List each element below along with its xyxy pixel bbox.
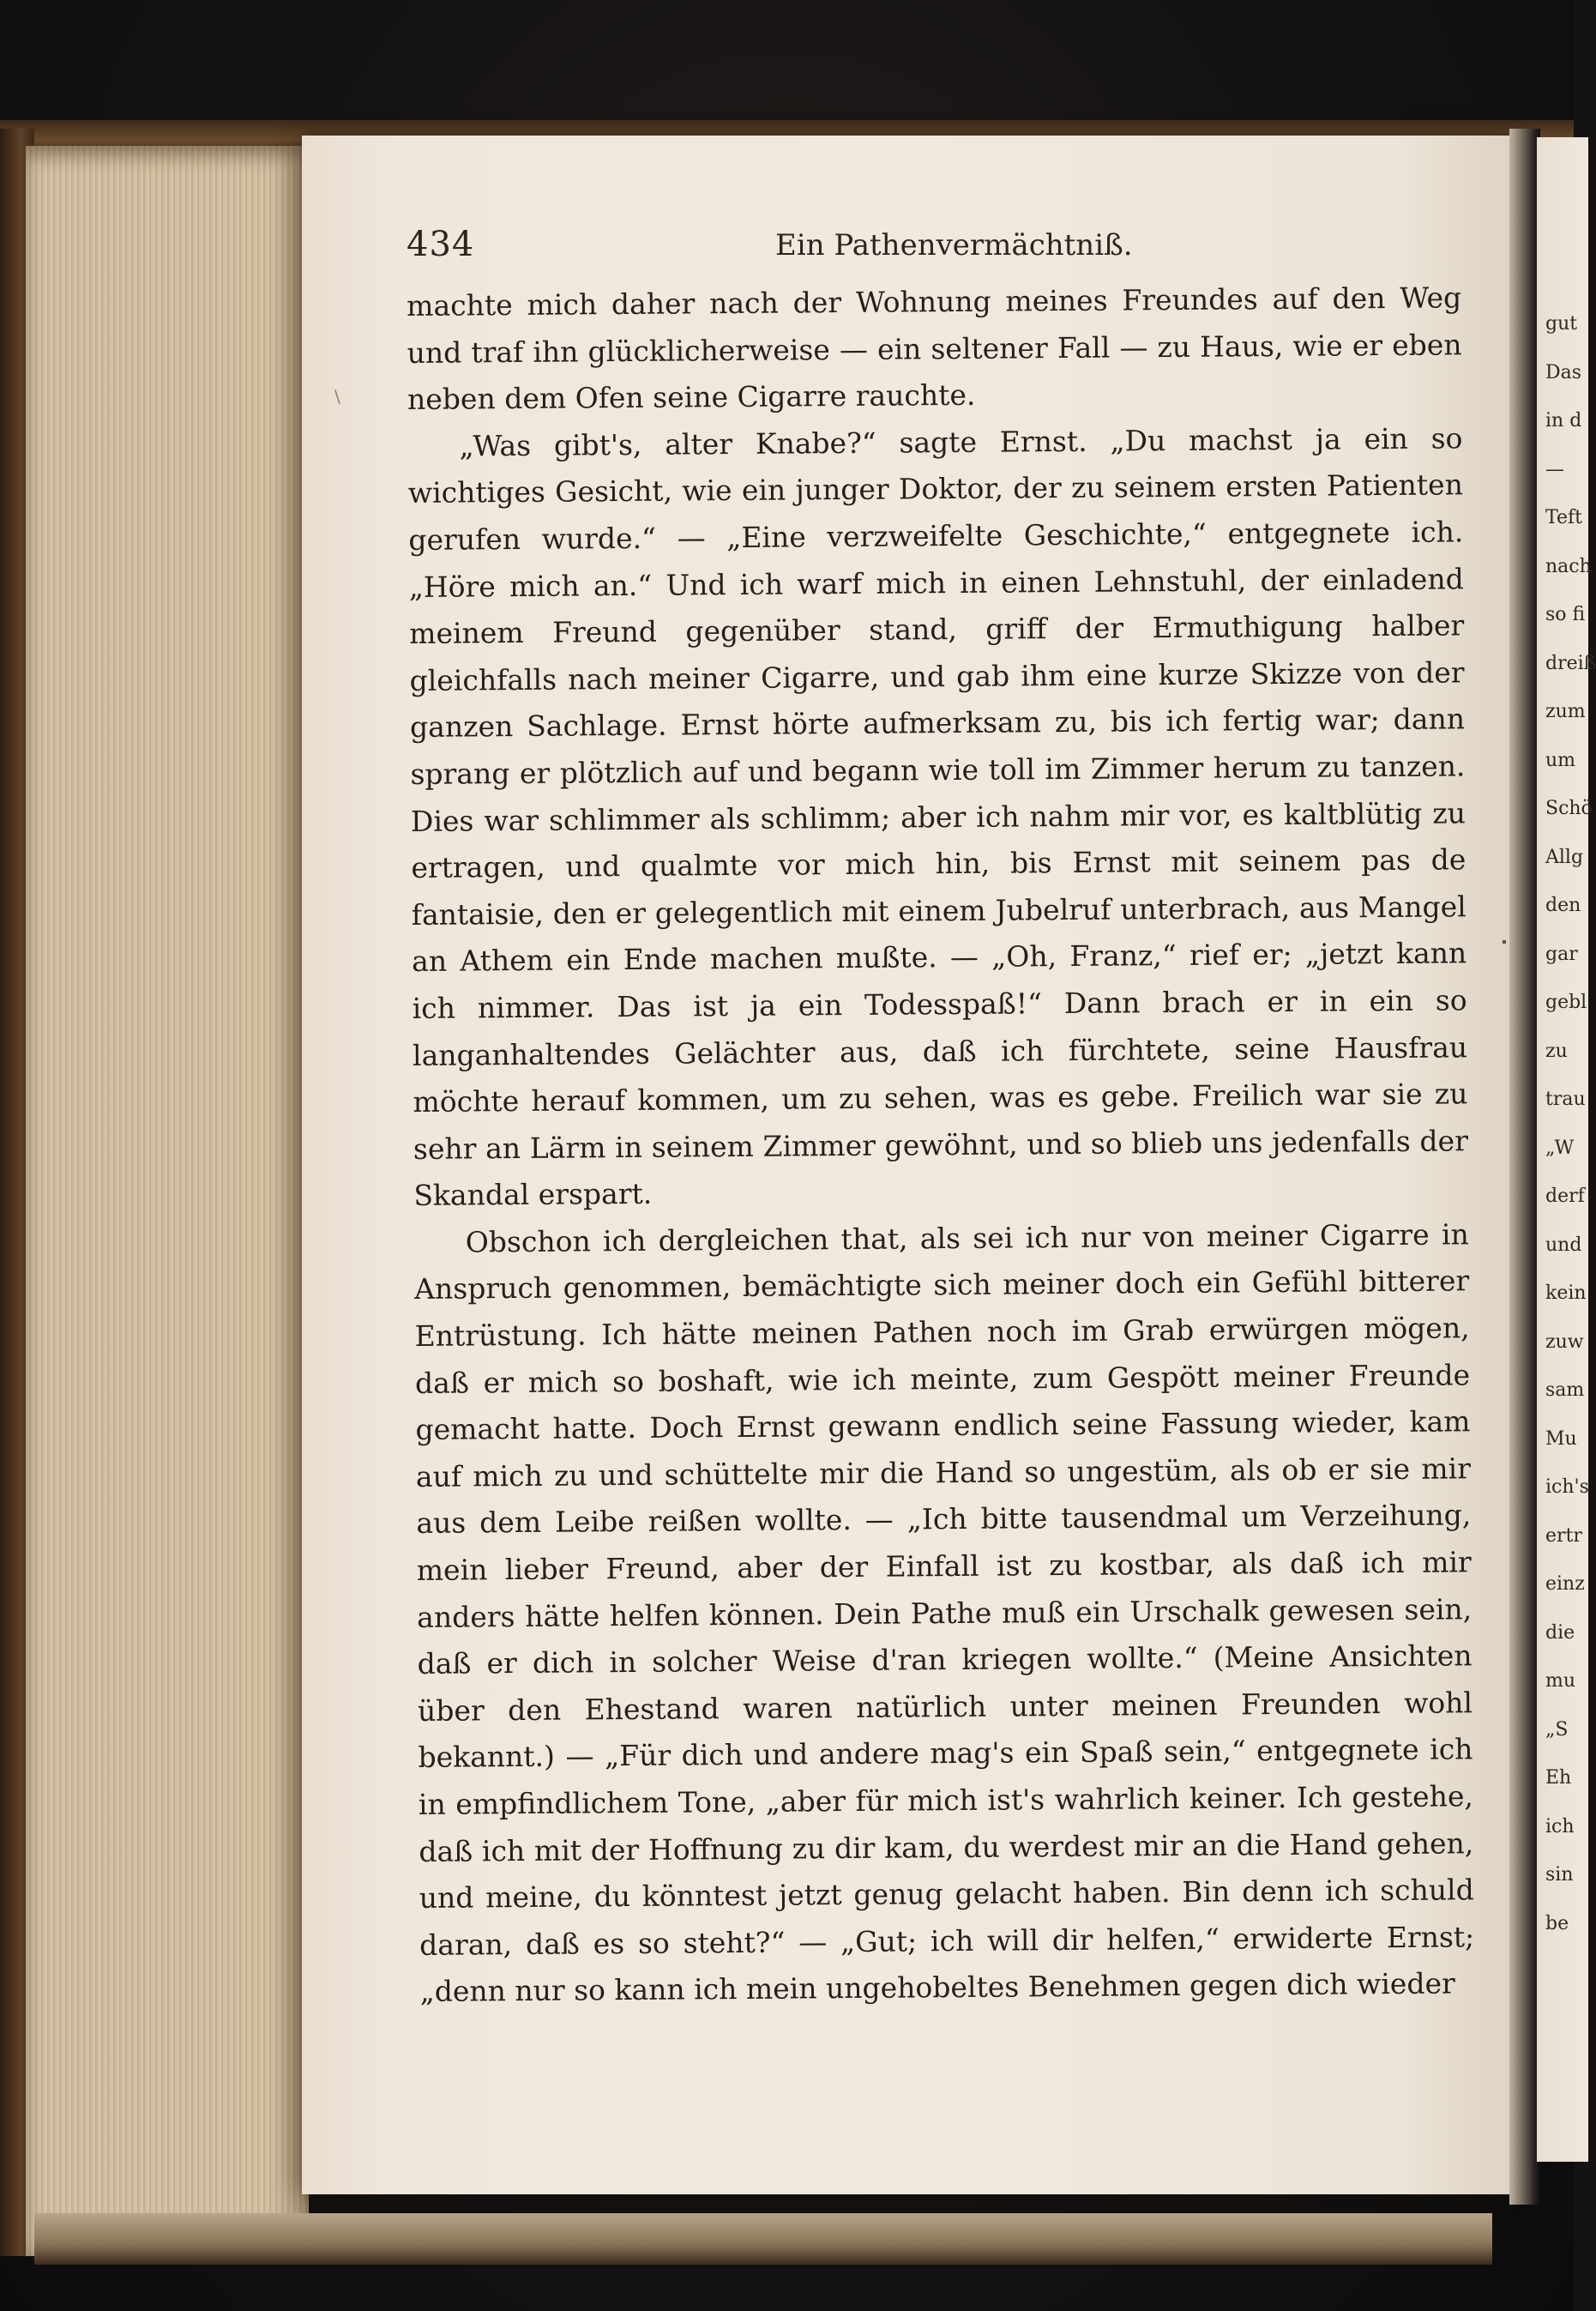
facing-page-word: — bbox=[1545, 458, 1564, 480]
body-text bbox=[407, 275, 1475, 2016]
facing-page-word: zuw bbox=[1545, 1330, 1584, 1353]
facing-page-word: dreiß bbox=[1545, 652, 1596, 674]
facing-page-word: „S bbox=[1545, 1718, 1569, 1741]
facing-page-word: Eh bbox=[1545, 1767, 1572, 1789]
margin-mark: \ bbox=[334, 386, 340, 407]
facing-page-word: mu bbox=[1545, 1670, 1576, 1692]
facing-page-word: ertr bbox=[1545, 1524, 1582, 1547]
facing-page-word: nach bbox=[1545, 555, 1592, 577]
page-stack-edges bbox=[26, 146, 309, 2256]
facing-page-word: ich's bbox=[1545, 1476, 1589, 1498]
facing-page-word: gut bbox=[1545, 313, 1578, 335]
facing-page-word: Schö bbox=[1545, 798, 1593, 819]
facing-page-word: kein bbox=[1545, 1282, 1587, 1304]
book-gutter bbox=[1509, 129, 1540, 2205]
facing-page-word: sam bbox=[1545, 1379, 1585, 1401]
facing-page-word: „W bbox=[1545, 1137, 1575, 1159]
facing-page-word: um bbox=[1545, 749, 1576, 771]
facing-page-word: Mu bbox=[1545, 1427, 1577, 1450]
facing-page-word: Allg bbox=[1545, 846, 1584, 868]
facing-page-word: einz bbox=[1545, 1573, 1585, 1595]
paragraph: Obschon ich dergleichen that, als sei ich nur von meiner Cigarre in Anspruch genommen, bemächtigte sich meiner doch ein Gefühl bitterer Entrüstung. Ich hätte meinen Pathen noch im Grab erwürgen mögen, daß er mich so boshaft, wie ich meinte, zum Gespött meiner Freunde gemacht hatte. Doch Ernst gewann endlich seine Fassung wieder, kam auf mich zu und schüttelte mir die Hand so ungestüm, als ob er sie mir aus dem Leibe reißen wollte. — „Ich bitte tausendmal um Verzeihung, mein lieber Freund, aber der Einfall ist zu kostbar, als daß ich mir anders hätte helfen können. Dein Pathe muß ein Urschalk gewesen sein, daß er dich in solcher Weise d'ran kriegen wollte.“ (Meine Ansichten über den Ehestand waren natürlich unter meinen Freunden wohl bekannt.) — „Für dich und andere mag's ein Spaß sein,“ entgegnete ich in empfindlichem Tone, „aber für mich ist's wahrlich keiner. Ich gestehe, daß ich mit der Hoffnung zu dir kam, du werdest mir an die Hand gehen, und meine, du könntest jetzt genug gelacht haben. Bin denn ich schuld daran, daß es so steht?“ — „Gut; ich will dir helfen,“ erwiderte Ernst; „denn nur so kann ich mein ungehobeltes Benehmen gegen dich wieder bbox=[414, 1217, 1475, 2009]
facing-page-word: ich bbox=[1545, 1815, 1575, 1837]
facing-page-word: die bbox=[1545, 1621, 1575, 1644]
facing-page-word: Teft bbox=[1545, 507, 1582, 528]
facing-page-word: und bbox=[1545, 1234, 1582, 1256]
facing-page-word: zu bbox=[1545, 1040, 1568, 1062]
page-number: 434 bbox=[407, 225, 475, 264]
page-header bbox=[407, 225, 1461, 273]
paragraph: „Was gibt's, alter Knabe?“ sagte Ernst. „Du machst ja ein so wichtiges Gesicht, wie ein junger Doktor, der zu seinem ersten Patienten gerufen wurde.“ — „Eine verzweifelte Geschichte,“ entgegnete ich. „Höre mich an.“ Und ich warf mich in einen Lehnstuhl, der einladend meinem Freund gegenüber stand, griff der Ermuthigung halber gleichfalls nach meiner Cigarre, und gab ihm eine kurze Skizze von der ganzen Sachlage. Ernst hörte aufmerksam zu, bis ich fertig war; dann sprang er plötzlich auf und begann wie toll im Zimmer herum zu tanzen. Dies war schlimmer als schlimm; aber ich nahm mir vor, es kaltblütig zu ertragen, und qualmte vor mich hin, bis Ernst mit seinem pas de fantaisie, den er gelegentlich mit einem Jubelruf unterbrach, aus Mangel an Athem ein Ende machen mußte. — „Oh, Franz,“ rief er; „jetzt kann ich nimmer. Das ist ja ein Todesspaß!“ Dann brach er in ein so langanhaltendes Gelächter aus, daß ich fürchtete, seine Hausfrau möchte herauf kommen, um zu sehen, was es gebe. Freilich war sie zu sehr an Lärm in seinem Zimmer gewöhnt, und so blieb uns jedenfalls der Skandal erspart. bbox=[407, 421, 1469, 1213]
facing-page-word: trau bbox=[1545, 1089, 1586, 1110]
facing-page-fragment bbox=[1537, 137, 1596, 2162]
facing-page-word: be bbox=[1545, 1912, 1569, 1934]
gutter-speck bbox=[1503, 940, 1506, 944]
paragraph: machte mich daher nach der Wohnung meines Freundes auf den Weg und traf ihn glücklicherweise — ein seltener Fall — zu Haus, wie er eben neben dem Ofen seine Cigarre rauchte. bbox=[407, 281, 1462, 417]
page-stack-bottom bbox=[34, 2213, 1492, 2265]
facing-page-word: gebl bbox=[1545, 992, 1587, 1013]
facing-page-word: derf bbox=[1545, 1186, 1585, 1207]
facing-page-word: in d bbox=[1545, 410, 1582, 431]
facing-page-word: gar bbox=[1545, 943, 1578, 965]
facing-page-word: den bbox=[1545, 895, 1581, 916]
facing-page-word: Das bbox=[1545, 361, 1582, 383]
facing-page-word: so fi bbox=[1545, 604, 1586, 625]
facing-page-word: zum bbox=[1545, 701, 1586, 722]
running-head: Ein Pathenvermächtniß. bbox=[775, 228, 1133, 262]
facing-page-word: sin bbox=[1545, 1864, 1574, 1886]
